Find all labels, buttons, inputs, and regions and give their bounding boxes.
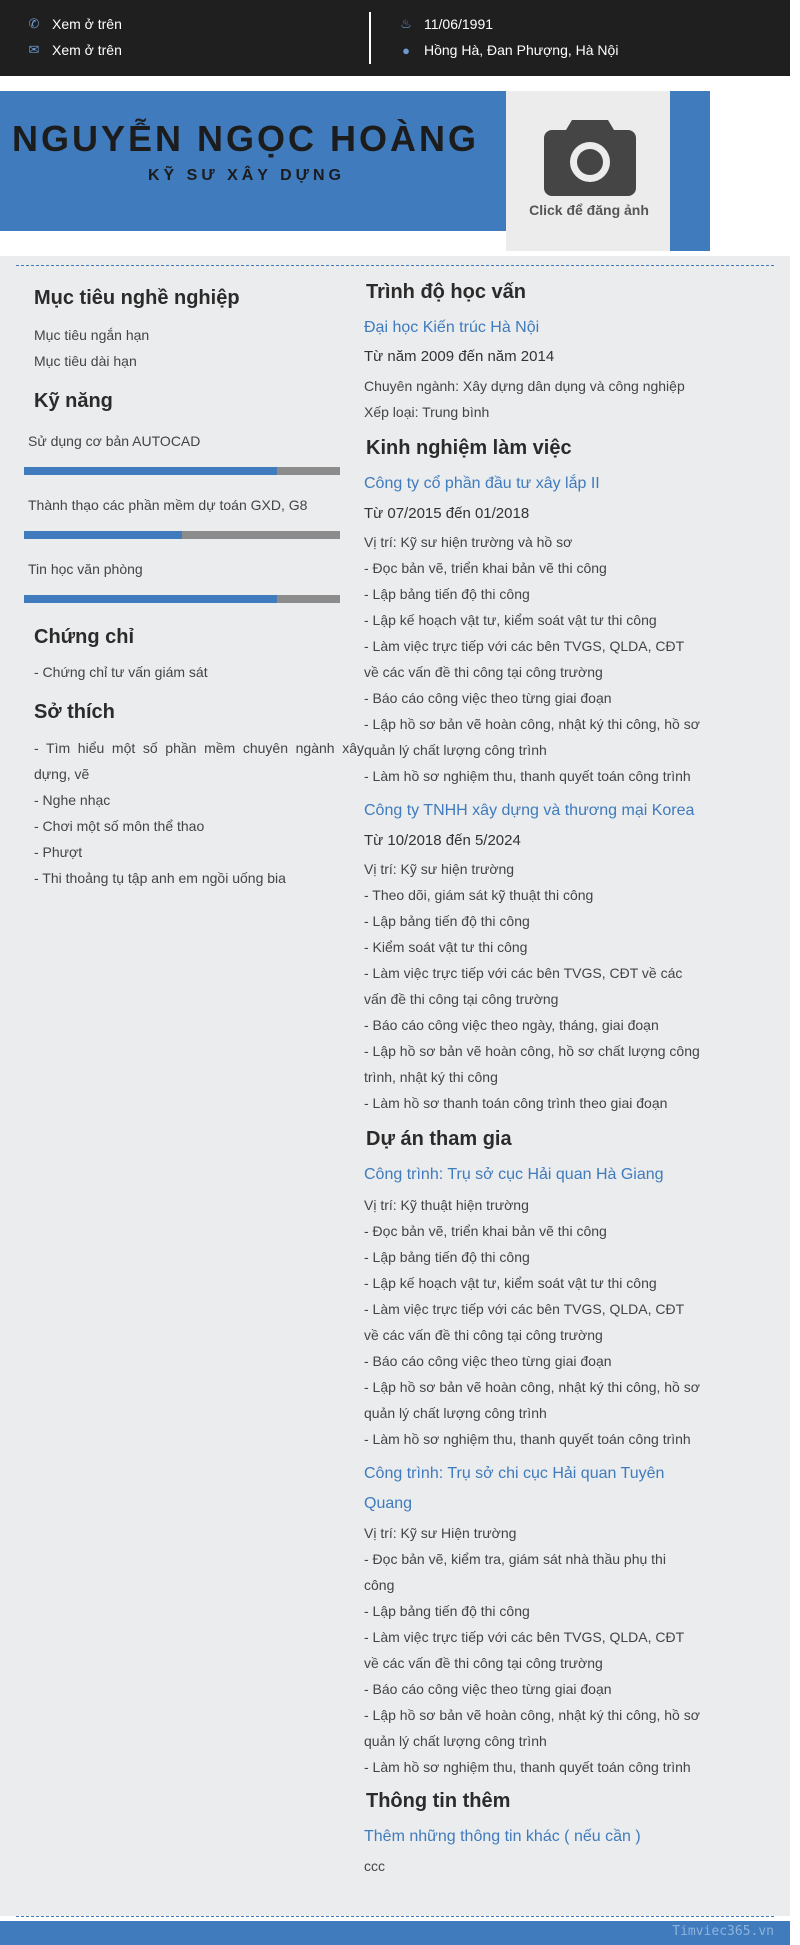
hobby-item-5[interactable]: - Thi thoảng tụ tập anh em ngồi uống bia: [34, 870, 286, 886]
skill-bar-1: [24, 467, 340, 475]
job1-period[interactable]: Từ 07/2015 đến 01/2018: [364, 505, 530, 522]
project2-line-1[interactable]: Vị trí: Kỹ sư Hiện trường: [364, 1525, 517, 1541]
contact-email: [26, 42, 122, 58]
skill-bar-2: [24, 531, 340, 539]
project1-name[interactable]: Công trình: Trụ sở cục Hải quan Hà Giang: [364, 1166, 664, 1183]
phone-text: Xem ở trên: [52, 16, 122, 32]
job1-line-8[interactable]: - Làm hồ sơ nghiệm thu, thanh quyết toán công trình: [364, 768, 691, 784]
contact-phone: [26, 16, 122, 32]
objective-long[interactable]: Mục tiêu dài hạn: [34, 353, 137, 369]
birthday-text: 11/06/1991: [424, 16, 494, 32]
job2-line-5[interactable]: - Làm việc trực tiếp với các bên TVGS, CĐT về các vấn đề thi công tại công trường: [364, 965, 683, 1007]
phone-icon: ✆: [28, 16, 40, 31]
hobby-item-1[interactable]: - Tìm hiểu một số phần mềm chuyên ngành xây dựng, vẽ: [34, 740, 364, 782]
project1-line-5[interactable]: - Làm việc trực tiếp với các bên TVGS, QLDA, CĐT về các vấn đề thi công tại công trường: [364, 1301, 684, 1343]
hobby-item-4[interactable]: - Phượt: [34, 844, 83, 860]
additional-heading[interactable]: Thông tin thêm: [366, 1790, 511, 1812]
education-major[interactable]: Chuyên ngành: Xây dựng dân dụng và công nghiệp: [364, 378, 685, 394]
job2-line-8[interactable]: - Làm hồ sơ thanh toán công trình theo giai đoạn: [364, 1095, 668, 1111]
name-banner: [0, 91, 506, 231]
job2-line-4[interactable]: - Kiểm soát vật tư thi công: [364, 939, 528, 955]
education-heading[interactable]: Trình độ học vấn: [366, 281, 527, 303]
photo-upload-label[interactable]: Click để đăng ảnh: [529, 202, 649, 218]
job2-line-1[interactable]: Vị trí: Kỹ sư hiện trường: [364, 861, 515, 877]
map-pin-icon: ●: [402, 42, 410, 58]
full-name[interactable]: NGUYỄN NGỌC HOÀNG: [12, 118, 480, 159]
projects-heading[interactable]: Dự án tham gia: [366, 1128, 512, 1150]
envelope-icon: ✉: [28, 42, 40, 57]
project2-line-7[interactable]: - Làm hồ sơ nghiệm thu, thanh quyết toán công trình: [364, 1759, 691, 1775]
contact-birthday: [398, 16, 493, 32]
skill-bar-3: [24, 595, 340, 603]
job2-line-6[interactable]: - Báo cáo công việc theo ngày, tháng, giai đoạn: [364, 1017, 659, 1033]
additional-subtitle[interactable]: Thêm những thông tin khác ( nếu cần ): [364, 1828, 641, 1845]
additional-text[interactable]: ccc: [364, 1858, 385, 1874]
job1-line-7[interactable]: - Lập hồ sơ bản vẽ hoàn công, nhật ký thi công, hồ sơ quản lý chất lượng công trình: [364, 716, 700, 758]
experience-heading[interactable]: Kinh nghiệm làm việc: [366, 437, 572, 459]
job2-line-3[interactable]: - Lập bảng tiến độ thi công: [364, 913, 530, 929]
job1-line-1[interactable]: Vị trí: Kỹ sư hiện trường và hồ sơ: [364, 534, 573, 550]
skill-bar-fill-3: [24, 595, 277, 603]
hobby-item-3[interactable]: - Chơi một số môn thể thao: [34, 818, 205, 834]
dashed-divider-bottom: [16, 1916, 774, 1917]
address-text: Hồng Hà, Đan Phượng, Hà Nội: [424, 42, 619, 58]
project1-line-8[interactable]: - Làm hồ sơ nghiệm thu, thanh quyết toán công trình: [364, 1431, 691, 1447]
objective-short[interactable]: Mục tiêu ngắn hạn: [34, 327, 150, 343]
project2-line-6[interactable]: - Lập hồ sơ bản vẽ hoàn công, nhật ký thi công, hồ sơ quản lý chất lượng công trình: [364, 1707, 700, 1749]
job1-line-2[interactable]: - Đọc bản vẽ, triển khai bản vẽ thi công: [364, 560, 607, 576]
job1-line-5[interactable]: - Làm việc trực tiếp với các bên TVGS, QLDA, CĐT về các vấn đề thi công tại công trường: [364, 638, 684, 680]
project1-line-3[interactable]: - Lập bảng tiến độ thi công: [364, 1249, 530, 1265]
camera-icon[interactable]: [542, 114, 638, 198]
job2-period[interactable]: Từ 10/2018 đến 5/2024: [364, 832, 521, 849]
certificates-heading[interactable]: Chứng chỉ: [34, 626, 135, 648]
contact-bar: [0, 0, 790, 76]
job-title[interactable]: KỸ SƯ XÂY DỰNG: [148, 167, 345, 184]
project2-name[interactable]: Công trình: Trụ sở chi cục Hải quan Tuyên Quang: [364, 1465, 665, 1512]
job1-line-6[interactable]: - Báo cáo công việc theo từng giai đoạn: [364, 690, 612, 706]
job2-line-7[interactable]: - Lập hồ sơ bản vẽ hoàn công, hồ sơ chất lượng công trình, nhật ký thi công: [364, 1043, 700, 1085]
contact-divider: [369, 12, 371, 64]
skill-bar-fill-2: [24, 531, 182, 539]
skill-name-3[interactable]: Tin học văn phòng: [28, 561, 143, 577]
contact-address: [398, 42, 618, 58]
hobby-item-2[interactable]: - Nghe nhạc: [34, 792, 111, 808]
site-watermark: Timviec365.vn: [672, 1924, 774, 1939]
hobbies-heading[interactable]: Sở thích: [34, 701, 115, 723]
objective-heading[interactable]: Mục tiêu nghề nghiệp: [34, 287, 240, 309]
email-text: Xem ở trên: [52, 42, 122, 58]
project1-line-1[interactable]: Vị trí: Kỹ thuật hiện trường: [364, 1197, 529, 1213]
skill-name-1[interactable]: Sử dụng cơ bản AUTOCAD: [28, 433, 201, 449]
job1-company[interactable]: Công ty cổ phần đầu tư xây lắp II: [364, 475, 600, 492]
job1-line-4[interactable]: - Lập kế hoạch vật tư, kiểm soát vật tư thi công: [364, 612, 657, 628]
job2-company[interactable]: Công ty TNHH xây dựng và thương mại Korea: [364, 802, 695, 819]
certificate-item[interactable]: - Chứng chỉ tư vấn giám sát: [34, 664, 208, 680]
education-grade[interactable]: Xếp loại: Trung bình: [364, 404, 490, 420]
job1-line-3[interactable]: - Lập bảng tiến độ thi công: [364, 586, 530, 602]
project1-line-2[interactable]: - Đọc bản vẽ, triển khai bản vẽ thi công: [364, 1223, 607, 1239]
project2-line-4[interactable]: - Làm việc trực tiếp với các bên TVGS, QLDA, CĐT về các vấn đề thi công tại công trường: [364, 1629, 684, 1671]
project1-line-6[interactable]: - Báo cáo công việc theo từng giai đoạn: [364, 1353, 612, 1369]
project2-line-2[interactable]: - Đọc bản vẽ, kiểm tra, giám sát nhà thầu phụ thi công: [364, 1551, 666, 1593]
birthday-cake-icon: ♨: [400, 16, 412, 31]
banner-notch: [474, 231, 506, 251]
skill-bar-fill-1: [24, 467, 277, 475]
skills-heading[interactable]: Kỹ năng: [34, 390, 113, 412]
project2-line-5[interactable]: - Báo cáo công việc theo từng giai đoạn: [364, 1681, 612, 1697]
project2-line-3[interactable]: - Lập bảng tiến độ thi công: [364, 1603, 530, 1619]
project1-line-7[interactable]: - Lập hồ sơ bản vẽ hoàn công, nhật ký thi công, hồ sơ quản lý chất lượng công trình: [364, 1379, 700, 1421]
dashed-divider-top: [16, 265, 774, 266]
skill-name-2[interactable]: Thành thạo các phần mềm dự toán GXD, G8: [28, 497, 308, 513]
education-period[interactable]: Từ năm 2009 đến năm 2014: [364, 348, 555, 365]
project1-line-4[interactable]: - Lập kế hoạch vật tư, kiểm soát vật tư thi công: [364, 1275, 657, 1291]
job2-line-2[interactable]: - Theo dõi, giám sát kỹ thuật thi công: [364, 887, 594, 903]
education-school[interactable]: Đại học Kiến trúc Hà Nội: [364, 319, 540, 336]
